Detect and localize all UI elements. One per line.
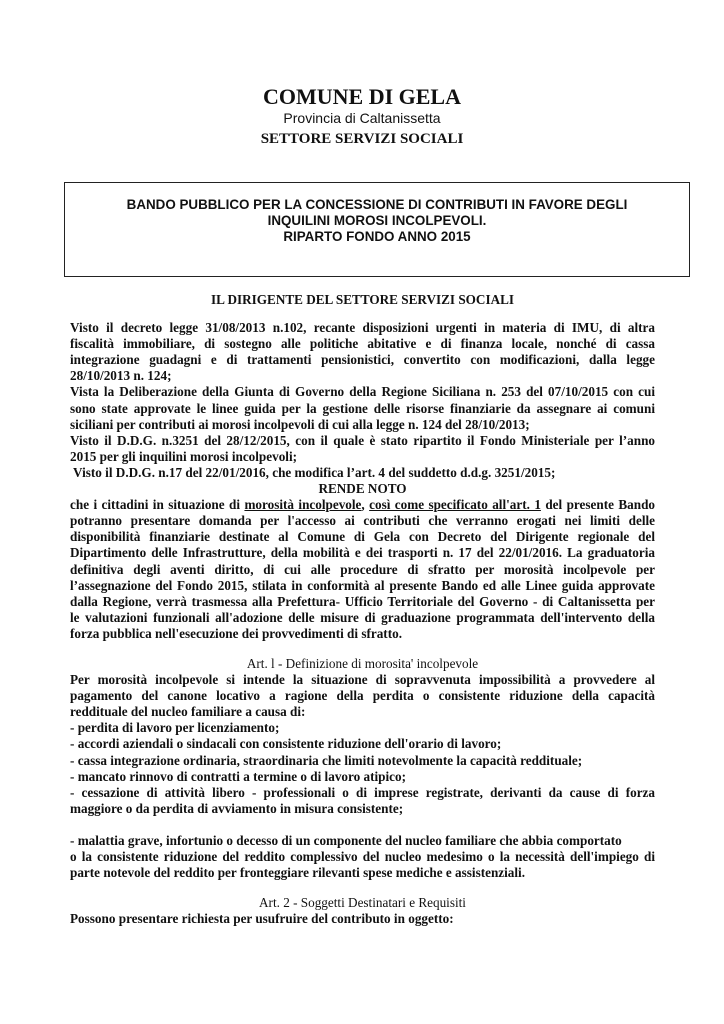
settore-title: SETTORE SERVIZI SOCIALI <box>260 131 464 147</box>
art2-heading: Art. 2 - Soggetti Destinatari e Requisiti <box>259 895 466 911</box>
body-line: Per morosità incolpevole si intende la situazione di sopravvenuta impossibilità a provvedere al <box>70 672 655 688</box>
list-item: - cassa integrazione ordinaria, straordinaria che limiti notevolmente la capacità reddituale; <box>70 752 583 768</box>
dirigente-heading: IL DIRIGENTE DEL SETTORE SERVIZI SOCIALI <box>210 292 515 307</box>
visto-section <box>70 320 655 481</box>
bando-title-line: INQUILINI MOROSI INCOLPEVOLI. <box>267 213 487 228</box>
body-line: Possono presentare richiesta per usufruire del contributo in oggetto: <box>70 911 454 927</box>
body-line: potranno presentare domanda per l'accesso ai contributi che verranno erogati nei limiti delle <box>70 513 655 529</box>
body-line: 28/10/2013 n. 124; <box>70 368 172 384</box>
body-line: Dipartimento delle Infrastrutture, della mobilità e dei trasporti n. 17 del 22/01/2016. La graduatoria <box>70 545 655 561</box>
list-item: - malattia grave, infortunio o decesso di un componente del nucleo familiare che abbia comportato <box>70 832 622 848</box>
rende-noto-section <box>70 497 655 642</box>
body-line: fiscalità immobiliare, di sostegno alle politiche abitative e di finanza locale, nonché di cassa <box>70 336 655 352</box>
body-line: Visto il D.D.G. n.3251 del 28/12/2015, con il quale è stato ripartito il Fondo Ministeriale per l’anno <box>70 432 655 448</box>
text-run: che i cittadini in situazione di <box>70 497 245 513</box>
body-line: 2015 per gli inquilini morosi incolpevoli; <box>70 448 298 464</box>
body-line: sono state approvate le linee guida per la gestione delle risorse finanziarie da assegnare ai comuni <box>70 400 655 416</box>
comune-title: COMUNE DI GELA <box>262 84 461 109</box>
text-run: , <box>361 497 370 513</box>
body-line: le valutazioni funzionali all'adozione delle misure di graduazione programmata dell'intervento della <box>70 609 655 625</box>
rende-noto-heading: RENDE NOTO <box>318 481 407 497</box>
list-item: o la consistente riduzione del reddito complessivo del nucleo medesimo o la necessità dell'impiego di <box>70 849 655 864</box>
list-item: - mancato rinnovo di contratti a termine o di lavoro atipico; <box>70 768 406 784</box>
list-item: - cessazione di attività libero - professionali o di imprese registrate, derivanti da cause di forza <box>70 784 655 800</box>
art1-section <box>70 672 655 881</box>
body-line: Vista la Deliberazione della Giunta di Governo della Regione Siciliana n. 253 del 07/10/2015 con cui <box>70 384 655 400</box>
body-line: siciliani per contributi ai morosi incolpevoli di cui alla legge n. 124 del 28/10/2013; <box>70 416 530 432</box>
body-line: definitiva degli aventi diritto, di cui alle procedure di sfratto per morosità incolpevole per <box>70 561 655 577</box>
underlined-text: morosità incolpevole <box>244 497 362 513</box>
body-line: integrazione guadagni e di trattamenti pensionistici, convertito con modificazioni, dalla legge <box>70 352 655 368</box>
list-item: - perdita di lavoro per licenziamento; <box>70 720 280 736</box>
body-line <box>70 497 655 513</box>
list-item: maggiore o da perdita di avviamento in misura consistente; <box>70 800 404 816</box>
art1-heading: Art. l - Definizione di morosita' incolpevole <box>246 655 479 671</box>
provincia-subtitle: Provincia di Caltanissetta <box>283 110 441 126</box>
underlined-text: così come specificato all'art. 1 <box>369 497 541 513</box>
text-run: del presente Bando <box>540 497 656 513</box>
body-line: disponibilità finanziarie destinate al Comune di Gela con Decreto del Dirigente regionale del <box>70 529 655 545</box>
body-line: reddituale del nucleo familiare a causa di: <box>70 704 306 720</box>
bando-title-line: RIPARTO FONDO ANNO 2015 <box>283 229 471 244</box>
list-item: parte notevole del reddito per fronteggiare rilevanti spese mediche e assistenziali. <box>70 865 526 881</box>
body-line: Visto il D.D.G. n.17 del 22/01/2016, che modifica l’art. 4 del suddetto d.d.g. 3251/2015; <box>70 464 556 480</box>
body-line: pagamento del canone locativo a ragione della perdita o consistente riduzione della capacità <box>70 688 655 704</box>
bando-title-line: BANDO PUBBLICO PER LA CONCESSIONE DI CONTRIBUTI IN FAVORE DEGLI <box>126 197 628 212</box>
bando-title-box <box>64 182 690 277</box>
letterhead <box>0 84 724 149</box>
body-line: l’assegnazione del Fondo 2015, stilata in conformità al presente Bando ed alle Linee guida approvate <box>70 577 655 593</box>
paragraph-gap <box>70 817 655 833</box>
document-body <box>70 292 655 927</box>
list-item: - accordi aziendali o sindacali con consistente riduzione dell'orario di lavoro; <box>70 736 502 752</box>
body-line: forza pubblica nell'esecuzione dei provvedimenti di sfratto. <box>70 625 402 641</box>
body-line: Visto il decreto legge 31/08/2013 n.102, recante disposizioni urgenti in materia di IMU, di altra <box>70 320 655 336</box>
body-line: dalla Regione, verrà trasmessa alla Prefettura- Ufficio Territoriale del Governo - di Caltanissetta per <box>70 593 655 609</box>
